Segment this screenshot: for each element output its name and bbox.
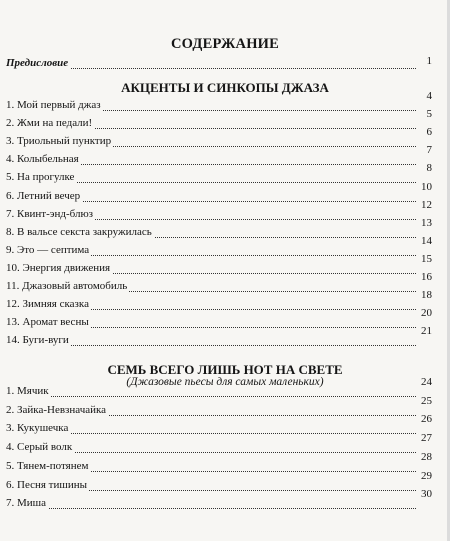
toc-row — [6, 108, 432, 132]
toc-label: 10. Энергия движения — [6, 261, 111, 274]
page-title: СОДЕРЖАНИЕ — [170, 36, 280, 52]
toc-row — [6, 271, 432, 295]
toc-page-number: 14 — [421, 234, 432, 247]
toc-page-number: 1 — [426, 55, 432, 67]
toc-row — [6, 488, 432, 512]
toc-label: 8. В вальсе секста закружилась — [6, 225, 152, 238]
toc-row — [6, 450, 432, 475]
toc-page-number: 28 — [421, 450, 432, 463]
toc-page-number: 13 — [421, 216, 432, 229]
toc-label: 4. Колыбельная — [6, 153, 79, 166]
toc-page-number: 16 — [421, 271, 432, 283]
toc-page-number: 12 — [421, 198, 432, 211]
toc-label: 7. Квинт-энд-блюз — [6, 207, 94, 220]
toc-label: 5. Тянем-потянем — [6, 459, 89, 472]
toc-page-number: 26 — [421, 413, 432, 426]
toc-row — [6, 90, 432, 114]
toc-row — [6, 180, 432, 205]
toc-label: 11. Джазовый автомобиль — [6, 280, 128, 292]
toc-page-number: 24 — [421, 376, 432, 388]
toc-label: 9. Это — септима — [6, 243, 90, 256]
toc-row — [6, 307, 432, 331]
leader-dots — [6, 508, 416, 509]
toc-label: 1. Мой первый джаз — [6, 99, 101, 111]
toc-row — [6, 144, 432, 168]
section-subtitle-2: (Джазовые пьесы для самых маленьких) — [126, 376, 324, 388]
toc-page-number: 27 — [421, 432, 432, 445]
toc-label: 6. Песня тишины — [6, 478, 88, 491]
toc-page-number: 7 — [426, 144, 432, 157]
toc-page-number: 6 — [426, 126, 432, 139]
toc-row — [6, 162, 432, 186]
leader-dots — [6, 396, 416, 397]
toc-row — [6, 325, 432, 349]
toc-row — [6, 289, 432, 313]
toc-row — [6, 432, 432, 456]
toc-row — [6, 234, 432, 259]
toc-page-number: 5 — [426, 108, 432, 121]
toc-page-number: 10 — [421, 180, 432, 193]
toc-page-number: 29 — [421, 469, 432, 482]
toc-label: Предисловие — [6, 57, 69, 69]
toc-label: 3. Кукушечка — [6, 422, 69, 435]
toc-label: 2. Жми на педали! — [6, 117, 93, 130]
toc-row — [6, 126, 432, 150]
section-title-1: АКЦЕНТЫ И СИНКОПЫ ДЖАЗА — [121, 80, 329, 95]
toc-page-number: 8 — [426, 162, 432, 175]
toc-page-number: 4 — [426, 90, 432, 102]
toc-label: 7. Миша — [6, 497, 47, 510]
toc-page-number: 21 — [421, 325, 432, 338]
toc-row — [6, 216, 432, 241]
toc-label: 13. Аромат весны — [6, 316, 89, 329]
toc-page-number: 15 — [421, 252, 432, 265]
toc-row — [6, 394, 432, 419]
toc-label: 5. На прогулке — [6, 171, 75, 184]
toc-row-preface — [6, 56, 432, 72]
toc-label: 12. Зимняя сказка — [6, 298, 89, 311]
toc-label: 1. Мячик — [6, 385, 49, 397]
section-title-2: СЕМЬ ВСЕГО ЛИШЬ НОТ НА СВЕТЕ — [107, 362, 343, 377]
toc-page-number: 25 — [421, 394, 432, 407]
toc-row — [6, 198, 432, 223]
toc-row — [6, 469, 432, 494]
toc-page-number: 18 — [421, 289, 432, 302]
toc-label: 4. Серый волк — [6, 441, 73, 454]
toc-label: 14. Буги-вуги — [6, 334, 69, 347]
toc-page-number: 30 — [421, 488, 432, 501]
toc-label: 2. Зайка-Невзначайка — [6, 403, 107, 416]
toc-label: 6. Летний вечер — [6, 189, 81, 202]
toc-row — [6, 413, 432, 437]
toc-row — [6, 252, 432, 277]
toc-label: 3. Триольный пунктир — [6, 135, 112, 148]
toc-page-number: 20 — [421, 307, 432, 320]
